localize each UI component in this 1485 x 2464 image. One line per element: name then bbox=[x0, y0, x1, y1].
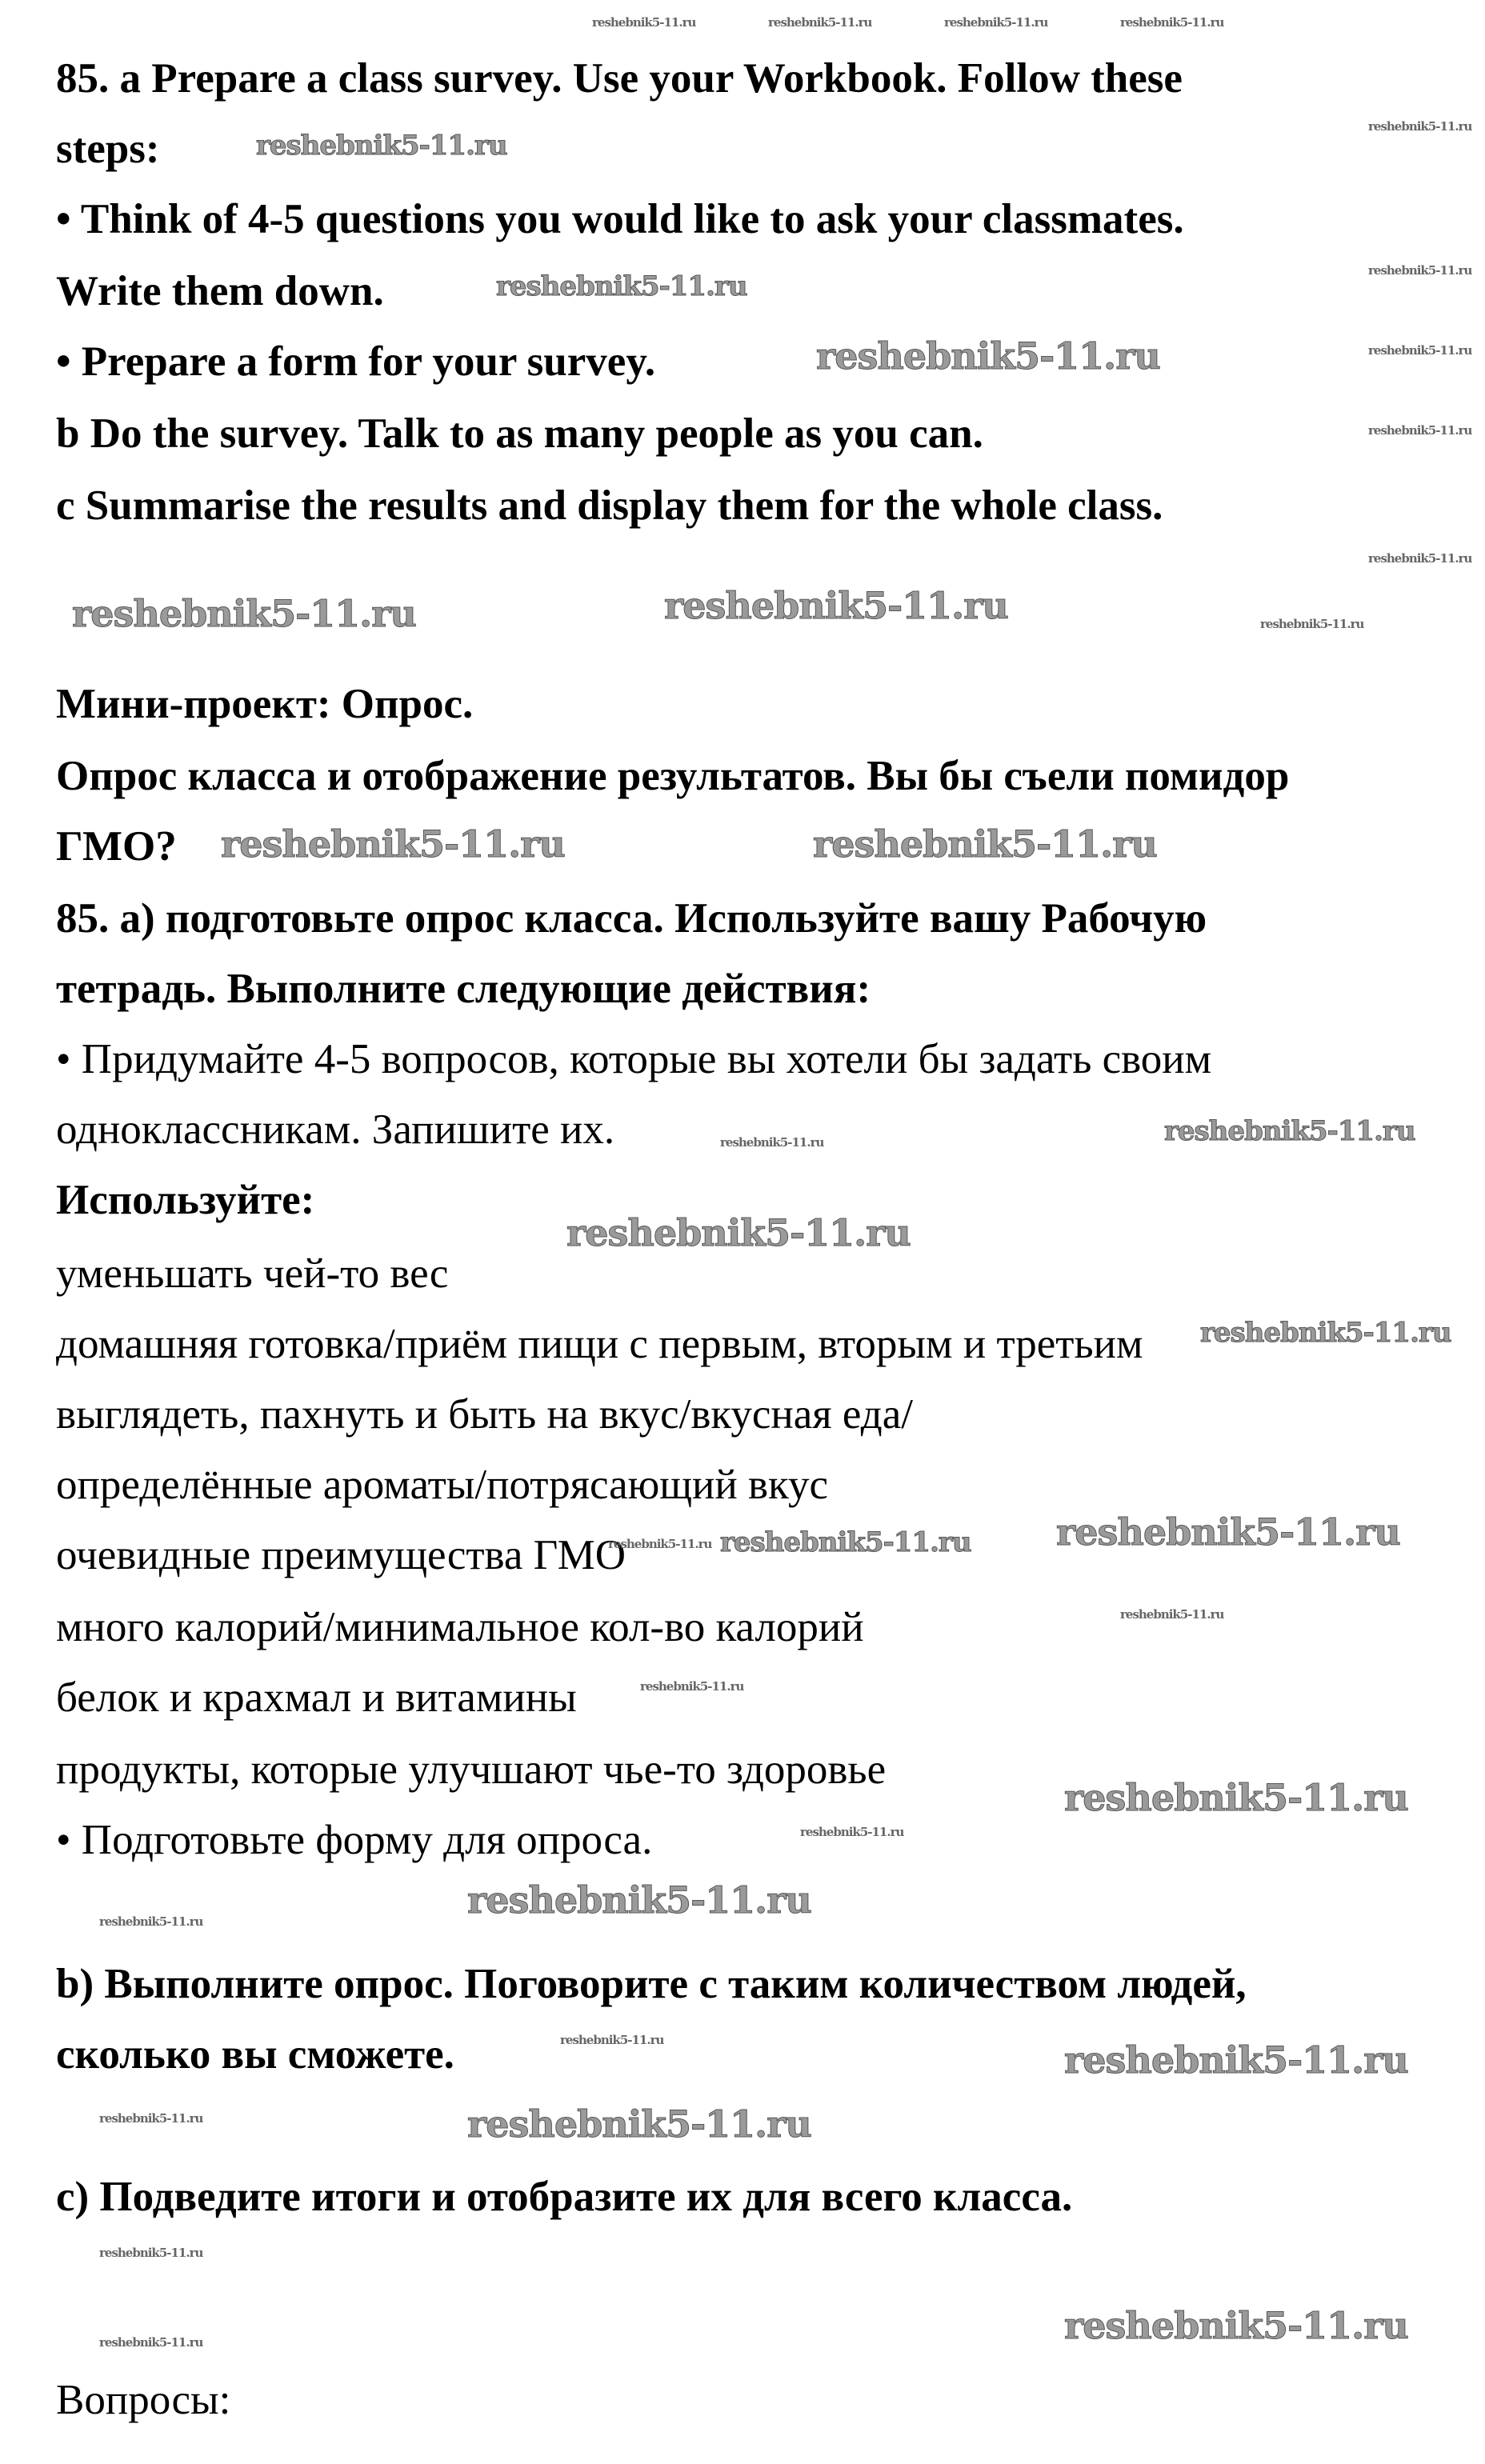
watermark: reshebnik5-11.ru bbox=[1064, 2038, 1408, 2082]
watermark: reshebnik5-11.ru bbox=[566, 1211, 911, 1254]
task-b: b) Выполните опрос. Поговорите с таким количеством людей, bbox=[56, 1961, 1247, 2007]
watermark: reshebnik5-11.ru bbox=[99, 2335, 203, 2350]
watermark: reshebnik5-11.ru bbox=[816, 334, 1160, 378]
bullet-form: • Подготовьте форму для опроса. bbox=[56, 1817, 653, 1863]
step-think-questions: • Think of 4-5 questions you would like to ask your classmates. bbox=[56, 196, 1184, 242]
watermark: reshebnik5-11.ru bbox=[664, 584, 1008, 627]
survey-subtitle-cont: ГМО? bbox=[56, 823, 177, 870]
watermark: reshebnik5-11.ru bbox=[944, 15, 1048, 30]
watermark: reshebnik5-11.ru bbox=[1368, 119, 1472, 134]
watermark: reshebnik5-11.ru bbox=[1368, 343, 1472, 358]
watermark: reshebnik5-11.ru bbox=[592, 15, 696, 30]
watermark: reshebnik5-11.ru bbox=[560, 2033, 664, 2047]
step-prepare-form: • Prepare a form for your survey. bbox=[56, 338, 656, 385]
mini-project-title: Мини-проект: Опрос. bbox=[56, 681, 474, 727]
use-heading: Используйте: bbox=[56, 1177, 315, 1223]
watermark: reshebnik5-11.ru bbox=[99, 1914, 203, 1929]
watermark: reshebnik5-11.ru bbox=[1368, 263, 1472, 278]
watermark: reshebnik5-11.ru bbox=[1064, 1776, 1408, 1819]
watermark: reshebnik5-11.ru bbox=[1260, 617, 1364, 631]
watermark: reshebnik5-11.ru bbox=[768, 15, 872, 30]
watermark: reshebnik5-11.ru bbox=[1368, 423, 1472, 438]
use-item: продукты, которые улучшают чье-то здоровье bbox=[56, 1746, 887, 1793]
exercise-heading-cont: steps: bbox=[56, 126, 160, 172]
use-item: очевидные преимущества ГМО bbox=[56, 1532, 626, 1578]
task-a-cont: тетрадь. Выполните следующие действия: bbox=[56, 966, 871, 1012]
watermark: reshebnik5-11.ru bbox=[720, 1135, 824, 1150]
step-summarise: c Summarise the results and display them for the whole class. bbox=[56, 482, 1163, 529]
watermark: reshebnik5-11.ru bbox=[99, 2246, 203, 2260]
watermark: reshebnik5-11.ru bbox=[1056, 1510, 1400, 1554]
task-b-cont: сколько вы сможете. bbox=[56, 2031, 454, 2078]
watermark: reshebnik5-11.ru bbox=[640, 1679, 744, 1694]
watermark: reshebnik5-11.ru bbox=[496, 270, 747, 302]
watermark: reshebnik5-11.ru bbox=[72, 592, 416, 635]
questions-label: Вопросы: bbox=[56, 2377, 231, 2423]
watermark: reshebnik5-11.ru bbox=[800, 1825, 904, 1839]
watermark: reshebnik5-11.ru bbox=[99, 2111, 203, 2126]
exercise-heading: 85. a Prepare a class survey. Use your Workbook. Follow these bbox=[56, 55, 1183, 102]
watermark: reshebnik5-11.ru bbox=[467, 2102, 811, 2146]
watermark: reshebnik5-11.ru bbox=[813, 822, 1157, 866]
use-item: определённые ароматы/потрясающий вкус bbox=[56, 1462, 829, 1508]
use-item: белок и крахмал и витамины bbox=[56, 1674, 577, 1721]
watermark: reshebnik5-11.ru bbox=[467, 1878, 811, 1922]
task-c: c) Подведите итоги и отобразите их для всего класса. bbox=[56, 2174, 1073, 2220]
watermark: reshebnik5-11.ru bbox=[1368, 551, 1472, 566]
task-a: 85. а) подготовьте опрос класса. Используйте вашу Рабочую bbox=[56, 895, 1207, 942]
watermark: reshebnik5-11.ru bbox=[221, 822, 565, 866]
bullet-questions: • Придумайте 4-5 вопросов, которые вы хотели бы задать своим bbox=[56, 1036, 1212, 1082]
use-item: домашняя готовка/приём пищи с первым, вторым и третьим bbox=[56, 1321, 1143, 1367]
use-item: выглядеть, пахнуть и быть на вкус/вкусная еда/ bbox=[56, 1391, 913, 1438]
step-do-survey: b Do the survey. Talk to as many people as you can. bbox=[56, 410, 983, 457]
watermark: reshebnik5-11.ru bbox=[1064, 2304, 1408, 2347]
watermark: reshebnik5-11.ru bbox=[1120, 15, 1224, 30]
use-item: уменьшать чей-то вес bbox=[56, 1250, 449, 1297]
watermark: reshebnik5-11.ru bbox=[256, 130, 507, 162]
watermark: reshebnik5-11.ru bbox=[1164, 1115, 1415, 1147]
bullet-questions-cont: одноклассникам. Запишите их. bbox=[56, 1106, 615, 1153]
use-item: много калорий/минимальное кол-во калорий bbox=[56, 1604, 864, 1650]
watermark: reshebnik5-11.ru bbox=[720, 1526, 971, 1558]
survey-subtitle: Опрос класса и отображение результатов. Вы бы съели помидор bbox=[56, 753, 1290, 799]
step-write-down: Write them down. bbox=[56, 268, 384, 314]
watermark: reshebnik5-11.ru bbox=[1200, 1317, 1451, 1349]
watermark: reshebnik5-11.ru bbox=[608, 1537, 712, 1551]
watermark: reshebnik5-11.ru bbox=[1120, 1607, 1224, 1622]
